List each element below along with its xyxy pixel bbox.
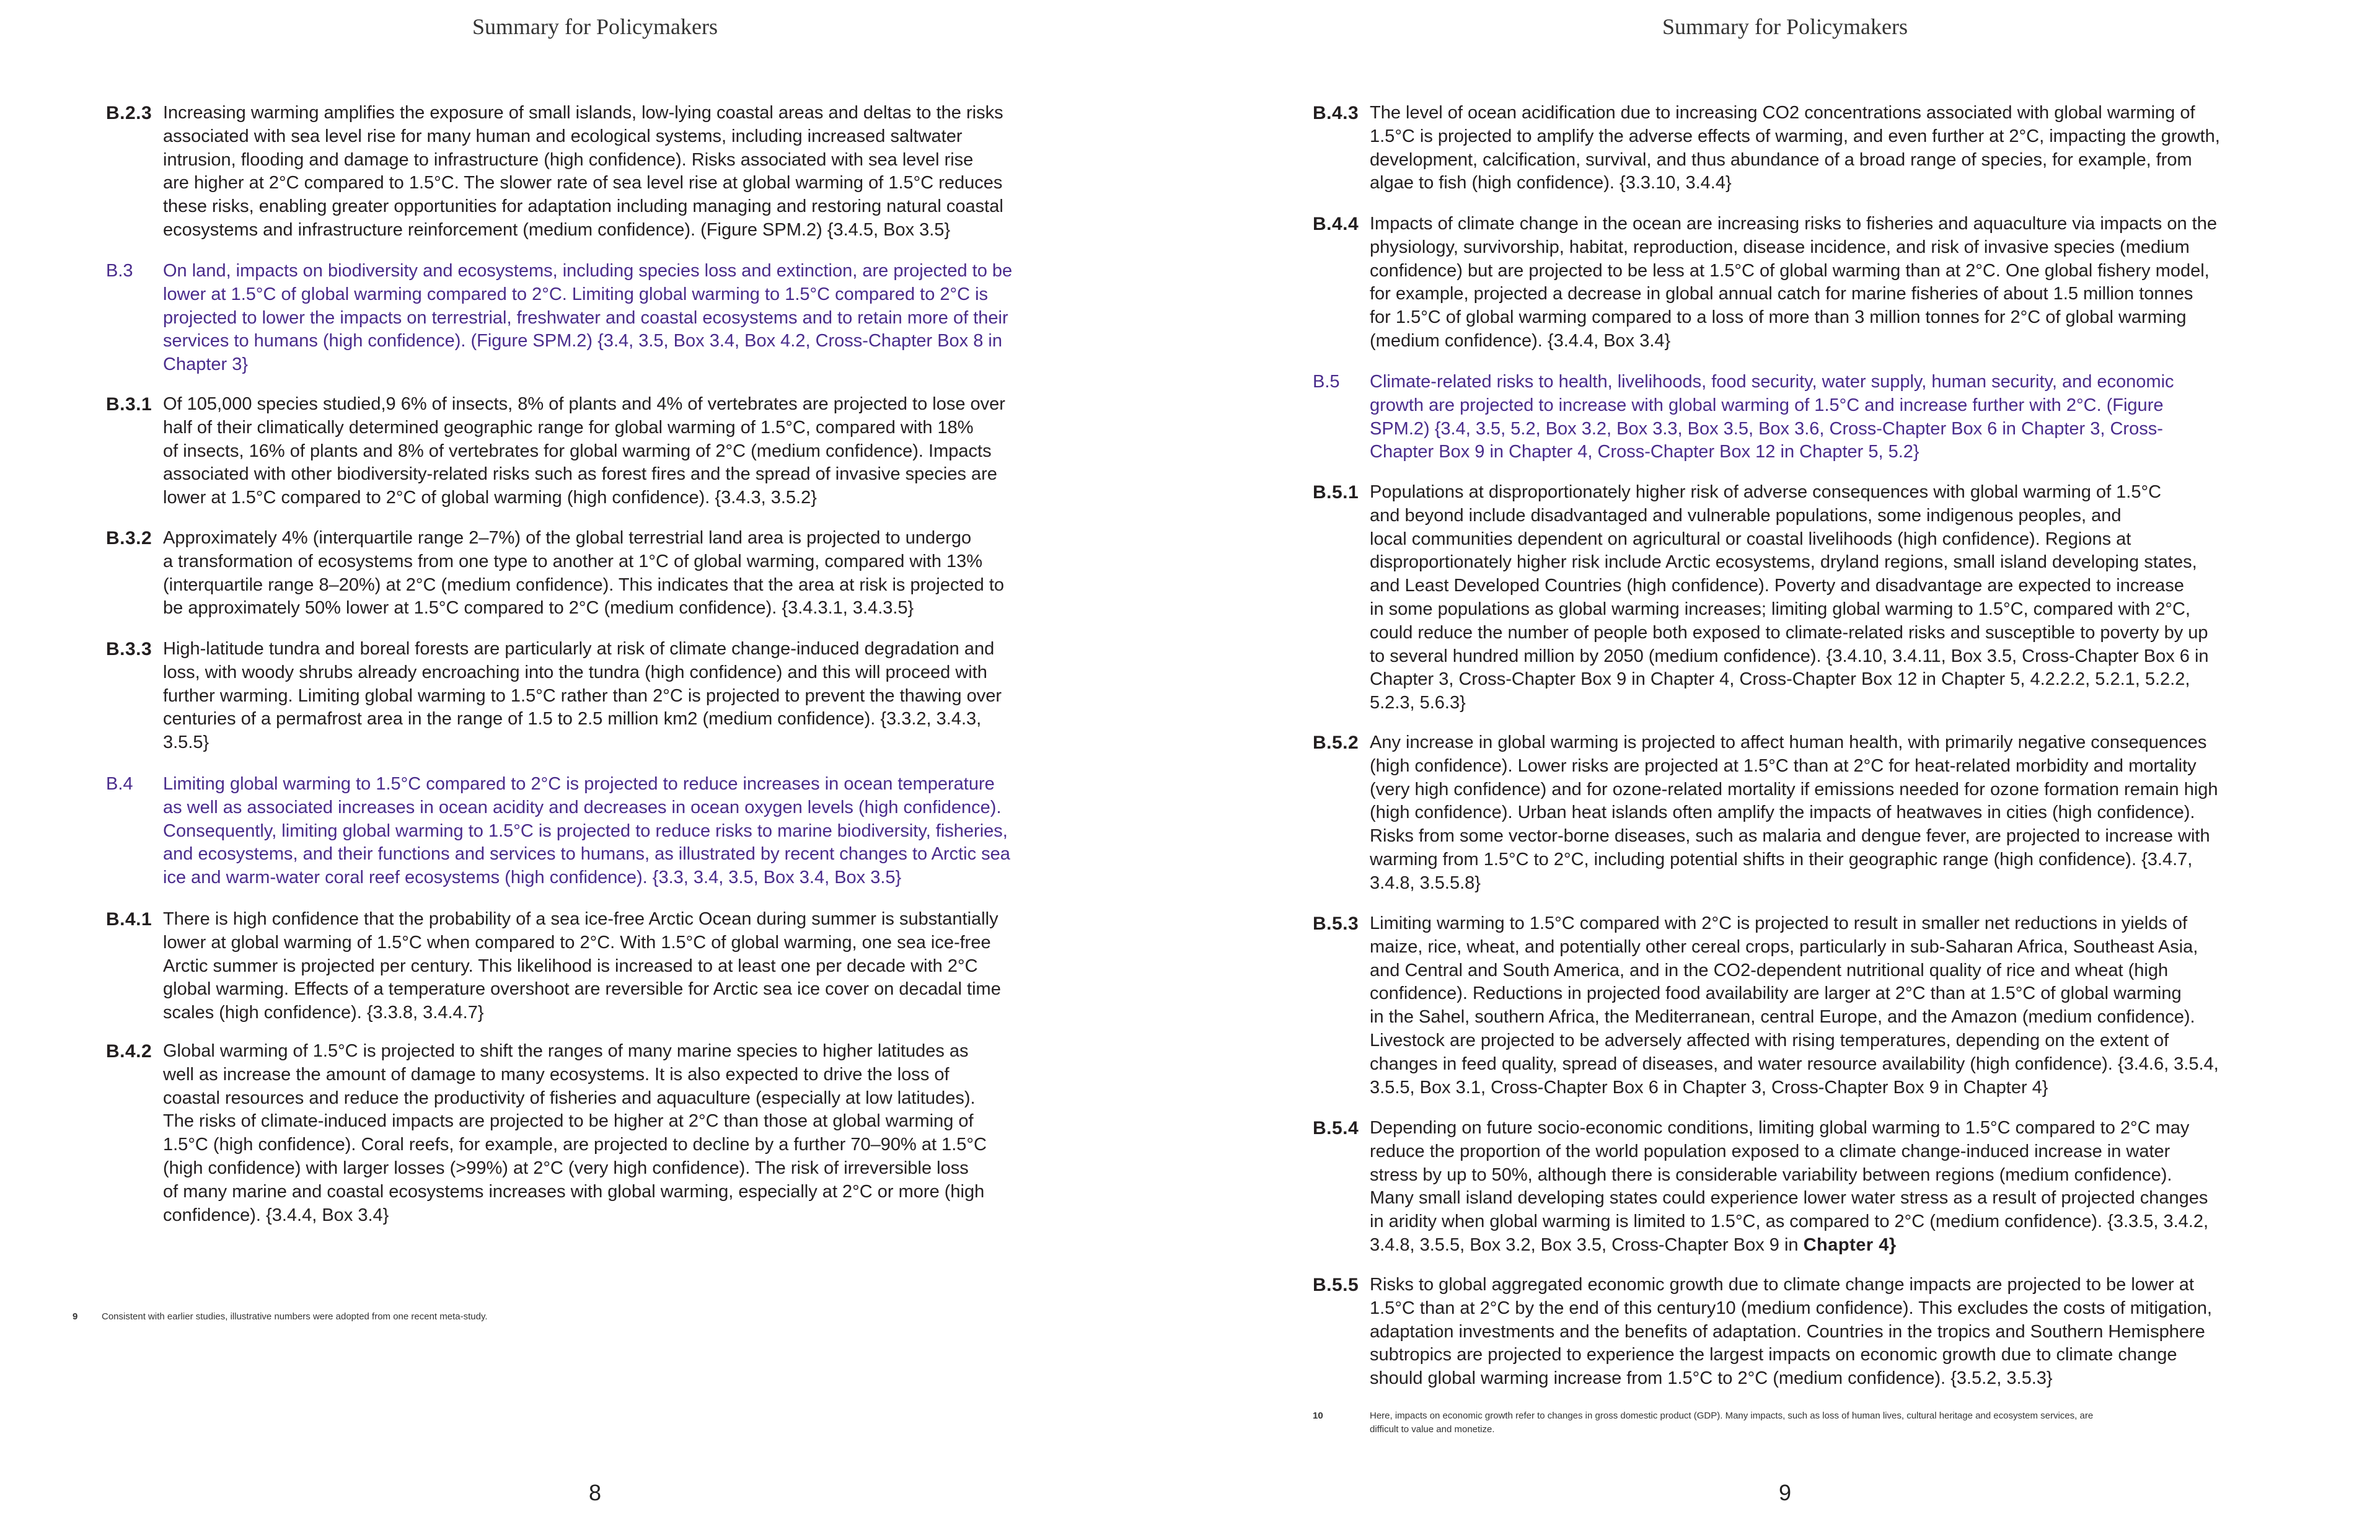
text-line	[163, 638, 1002, 661]
text-run: changes in feed quality, spread of diseases, and water resource availability (high confidence). {3.4.6, 3.5.4,	[1370, 1054, 2219, 1074]
text-run: confidence) but are projected to be less at 1.5°C of global warming than at 2°C. One global fishery model,	[1370, 260, 2210, 281]
text-run: Climate-related risks to health, livelihoods, food security, water supply, human security, and economic	[1370, 372, 2174, 392]
text-run: for 1.5°C of global warming compared to a loss of more than 3 million tonnes for 2°C of global warming	[1370, 307, 2187, 328]
text-line	[1370, 1117, 2208, 1140]
text-run: Populations at disproportionately higher risk of adverse consequences with global warming of 1.5°C	[1370, 482, 2162, 502]
text-line	[163, 527, 1004, 550]
text-run: a transformation of ecosystems from one type to another at 1°C of global warming, compared with 13%	[163, 551, 983, 571]
text-line	[1370, 551, 2209, 574]
text-line	[1370, 1321, 2212, 1344]
text-line	[163, 486, 1005, 510]
text-line	[163, 393, 1005, 416]
paragraph-body	[163, 260, 1012, 377]
text-line	[1370, 236, 2217, 260]
text-run: Impacts of climate change in the ocean are increasing risks to fisheries and aquaculture via impacts on the	[1370, 214, 2217, 234]
text-run: Consequently, limiting global warming to 1.5°C is projected to reduce risks to marine biodiversity, fisheries,	[163, 821, 1008, 841]
footnote-text: Consistent with earlier studies, illustrative numbers were adopted from one recent meta-study.	[102, 1311, 488, 1322]
text-line	[1370, 692, 2209, 715]
text-run: development, calcification, survival, and thus abundance of a broad range of species, for example, from	[1370, 149, 2192, 170]
paragraph-body	[1370, 371, 2174, 464]
text-line	[1370, 1006, 2219, 1029]
text-run: lower at 1.5°C of global warming compared to 2°C. Limiting global warming to 1.5°C compared to 2°C is	[163, 284, 989, 304]
text-line	[163, 661, 1002, 685]
text-run: further warming. Limiting global warming to 1.5°C rather than 2°C is projected to prevent the thawing over	[163, 685, 1002, 706]
bold-reference: Chapter 4}	[1803, 1234, 1897, 1255]
text-run: in the Sahel, southern Africa, the Mediterranean, central Europe, and the Amazon (medium confidence).	[1370, 1007, 2195, 1027]
text-run: of insects, 16% of plants and 8% of vertebrates for global warming of 2°C (medium confidence). Impacts	[163, 441, 992, 461]
text-line	[1370, 645, 2209, 669]
paragraph-body	[163, 102, 1003, 242]
text-line	[1370, 1344, 2212, 1367]
text-line	[163, 1087, 987, 1111]
text-run: 3.5.5, Box 3.1, Cross-Chapter Box 6 in Chapter 3, Cross-Chapter Box 9 in Chapter 4}	[1370, 1077, 2048, 1098]
text-run: and Central and South America, and in the CO2-dependent nutritional quality of rice and wheat (high	[1370, 960, 2169, 980]
text-line	[1370, 1076, 2219, 1100]
text-line	[163, 1040, 987, 1063]
text-line	[163, 708, 1002, 731]
text-run: well as increase the amount of damage to many ecosystems. It is also expected to drive the loss of	[163, 1064, 950, 1085]
text-run: associated with other biodiversity-related risks such as forest fires and the spread of invasive species are	[163, 464, 997, 485]
text-run: these risks, enabling greater opportunities for adaptation including managing and restoring natural coastal	[163, 196, 1003, 217]
text-run: 1.5°C than at 2°C by the end of this century10 (medium confidence). This excludes the costs of mitigation,	[1370, 1298, 2212, 1318]
text-run: Chapter 3, Cross-Chapter Box 9 in Chapter 4, Cross-Chapter Box 12 in Chapter 5, 4.2.2.2, 5.2.1, 5.2.2,	[1370, 669, 2190, 690]
paragraph-label: B.4.3	[1313, 103, 1359, 123]
text-line	[1370, 1029, 2219, 1053]
text-line	[1370, 801, 2218, 825]
text-run: half of their climatically determined geographic range for global warming of 1.5°C, compared with 18%	[163, 417, 974, 438]
text-run: confidence). {3.4.4, Box 3.4}	[163, 1205, 389, 1225]
text-run: Livestock are projected to be adversely affected with rising temperatures, depending on the extent of	[1370, 1030, 2169, 1050]
text-line	[1370, 330, 2217, 353]
text-line	[1370, 149, 2220, 172]
text-line	[1370, 1053, 2219, 1076]
paragraph-label: B.3.2	[106, 528, 152, 548]
text-line	[163, 440, 1005, 464]
text-run: stress by up to 50%, although there is considerable variability between regions (medium confidence).	[1370, 1164, 2172, 1185]
page-number: 8	[588, 1480, 602, 1505]
text-line	[163, 843, 1010, 866]
text-line	[163, 416, 1005, 440]
text-run: intrusion, flooding and damage to infrastructure (high confidence). Risks associated with sea level rise	[163, 149, 974, 170]
text-run: ice and warm-water coral reef ecosystems (high confidence). {3.3, 3.4, 3.5, Box 3.4, Box 3.5}	[163, 868, 902, 888]
text-line	[163, 597, 1004, 620]
text-run: be approximately 50% lower at 1.5°C compared to 2°C (medium confidence). {3.4.3.1, 3.4.3.5}	[163, 598, 914, 618]
text-line	[1370, 1164, 2208, 1187]
text-run: confidence). Reductions in projected food availability are larger at 2°C than at 1.5°C of global warming	[1370, 983, 2182, 1004]
paragraph-label: B.5.2	[1313, 733, 1359, 753]
paragraph-body	[163, 908, 1001, 1025]
paragraph-body	[1370, 731, 2218, 895]
text-line	[163, 353, 1012, 377]
paragraph-body	[163, 527, 1004, 620]
text-line	[163, 1157, 987, 1181]
text-run: in some populations as global warming increases; limiting global warming to 1.5°C, compared with 2°C,	[1370, 599, 2190, 619]
paragraph-label: B.5.3	[1313, 913, 1359, 934]
text-line	[1370, 418, 2174, 441]
text-run: 1.5°C is projected to amplify the adverse effects of warming, and even further at 2°C, impacting the growth,	[1370, 126, 2220, 146]
paragraph-body	[163, 773, 1010, 890]
text-run: warming from 1.5°C to 2°C, including potential shifts in their geographic range (high confidence). {3.4.7,	[1370, 849, 2193, 869]
paragraph-label: B.3	[106, 261, 133, 281]
text-line	[1370, 172, 2220, 195]
text-line	[163, 102, 1003, 125]
text-run: 3.5.5}	[163, 733, 209, 753]
paragraph-label: B.4.1	[106, 909, 152, 930]
text-line	[1370, 1140, 2208, 1164]
text-line	[1370, 1234, 2208, 1257]
text-line	[163, 1133, 987, 1157]
text-line	[1370, 441, 2174, 464]
paragraph-label: B.4	[106, 774, 133, 794]
text-line	[163, 731, 1002, 755]
text-run: 3.4.8, 3.5.5, Box 3.2, Box 3.5, Cross-Chapter Box 9 in	[1370, 1234, 1804, 1255]
text-run: (high confidence). Urban heat islands often amplify the impacts of heatwaves in cities (high confidence).	[1370, 803, 2195, 823]
text-line	[1370, 959, 2219, 983]
text-line	[163, 125, 1003, 149]
text-line	[163, 796, 1010, 820]
text-run: Risks to global aggregated economic growth due to climate change impacts are projected to be lower at	[1370, 1275, 2194, 1295]
text-run: of many marine and coastal ecosystems increases with global warming, especially at 2°C or more (high	[163, 1181, 985, 1202]
text-run: and beyond include disadvantaged and vulnerable populations, some indigenous peoples, and	[1370, 505, 2122, 526]
paragraph-label: B.5.1	[1313, 482, 1359, 503]
text-line	[1370, 102, 2220, 125]
text-run: ecosystems and infrastructure reinforcement (medium confidence). (Figure SPM.2) {3.4.5, Box 3.5}	[163, 219, 951, 240]
text-line	[163, 463, 1005, 486]
text-run: The level of ocean acidification due to increasing CO2 concentrations associated with global warming of	[1370, 103, 2195, 123]
text-line	[163, 773, 1010, 796]
running-header: Summary for Policymakers	[1662, 14, 1908, 39]
text-run: (high confidence) with larger losses (>99%) at 2°C (very high confidence). The risk of irreversible loss	[163, 1158, 969, 1178]
text-run: Of 105,000 species studied,9 6% of insects, 8% of plants and 4% of vertebrates are projected to lose over	[163, 394, 1005, 414]
text-run: Global warming of 1.5°C is projected to shift the ranges of many marine species to higher latitudes as	[163, 1041, 969, 1061]
text-line	[163, 978, 1001, 1001]
text-line	[1370, 848, 2218, 872]
text-run: in aridity when global warming is limited to 1.5°C, as compared to 2°C (medium confidence). {3.3.5, 3.4.2,	[1370, 1212, 2209, 1232]
paragraph-body	[1370, 213, 2217, 353]
text-run: Risks from some vector-borne diseases, such as malaria and dengue fever, are projected to increase with	[1370, 826, 2210, 847]
text-run: and Least Developed Countries (high confidence). Poverty and disadvantage are expected to increase	[1370, 576, 2184, 596]
text-line	[163, 1110, 987, 1133]
text-line	[1370, 731, 2218, 755]
text-run: disproportionately higher risk include Arctic ecosystems, dryland regions, small island developing states,	[1370, 552, 2197, 573]
text-run: (interquartile range 8–20%) at 2°C (medium confidence). This indicates that the area at risk is projected to	[163, 574, 1005, 595]
text-line	[1370, 982, 2219, 1006]
text-run: could reduce the number of people both exposed to climate-related risks and susceptible to poverty by up	[1370, 622, 2208, 643]
text-run: Limiting warming to 1.5°C compared with 2°C is projected to result in smaller net reductions in yields of	[1370, 913, 2188, 933]
text-run: Depending on future socio-economic conditions, limiting global warming to 1.5°C compared to 2°C may	[1370, 1118, 2190, 1138]
text-run: centuries of a permafrost area in the range of 1.5 to 2.5 million km2 (medium confidence). {3.3.2, 3.4.3,	[163, 709, 982, 729]
text-run: and ecosystems, and their functions and services to humans, as illustrated by recent changes to Arctic sea	[163, 844, 1010, 865]
text-line	[163, 931, 1001, 955]
text-line	[1370, 1187, 2208, 1210]
footnote-line: Here, impacts on economic growth refer to changes in gross domestic product (GDP). Many impacts, such as loss of human lives, cultural heritage and ecosystem services, are	[1370, 1410, 2094, 1421]
text-run: subtropics are projected to experience the largest impacts on economic growth due to climate change	[1370, 1345, 2177, 1365]
text-line	[1370, 1274, 2212, 1297]
paragraph-label: B.4.4	[1313, 214, 1359, 234]
text-run: services to humans (high confidence). (Figure SPM.2) {3.4, 3.5, Box 3.4, Box 4.2, Cross-Chapter Box 8 in	[163, 331, 1002, 351]
paragraph-label: B.5	[1313, 372, 1340, 392]
text-line	[1370, 598, 2209, 622]
paragraph-label: B.3.1	[106, 394, 152, 415]
text-line	[163, 307, 1012, 330]
paragraph-body	[1370, 1274, 2212, 1391]
text-line	[1370, 936, 2219, 959]
text-line	[163, 195, 1003, 219]
text-run: growth are projected to increase with global warming of 1.5°C and increase further with 2°C. (Figure	[1370, 395, 2164, 415]
text-run: (very high confidence) and for ozone-related mortality if emissions needed for ozone formation remain high	[1370, 779, 2218, 799]
text-line	[1370, 213, 2217, 236]
text-run: Approximately 4% (interquartile range 2–7%) of the global terrestrial land area is projected to undergo	[163, 528, 972, 548]
text-run: Arctic summer is projected per century. This likelihood is increased to at least one per decade with 2°C	[163, 956, 978, 976]
text-run: algae to fish (high confidence). {3.3.10, 3.4.4}	[1370, 173, 1732, 193]
text-line	[1370, 283, 2217, 306]
text-run: are higher at 2°C compared to 1.5°C. The slower rate of sea level rise at global warming of 1.5°C reduces	[163, 173, 1003, 193]
paragraph-label: B.3.3	[106, 639, 152, 659]
text-line	[1370, 574, 2209, 598]
text-run: High-latitude tundra and boreal forests are particularly at risk of climate change-induced degradation and	[163, 639, 995, 659]
text-run: 3.4.8, 3.5.5.8}	[1370, 873, 1481, 893]
text-line	[163, 1063, 987, 1087]
text-line	[163, 820, 1010, 843]
text-run: (medium confidence). {3.4.4, Box 3.4}	[1370, 330, 1671, 351]
text-line	[163, 1001, 1001, 1025]
text-run: adaptation investments and the benefits of adaptation. Countries in the tropics and Southern Hemisphere	[1370, 1321, 2205, 1342]
text-line	[1370, 481, 2209, 504]
text-line	[1370, 1367, 2212, 1391]
text-line	[1370, 1210, 2208, 1234]
text-run: for example, projected a decrease in global annual catch for marine fisheries of about 1.5 million tonnes	[1370, 284, 2193, 304]
text-run: local communities dependent on agricultural or coastal livelihoods (high confidence). Regions at	[1370, 529, 2131, 549]
text-run: 5.2.3, 5.6.3}	[1370, 693, 1466, 713]
text-line	[1370, 912, 2219, 936]
text-run: Chapter 3}	[163, 354, 249, 375]
text-run: Many small island developing states could experience lower water stress as a result of projected changes	[1370, 1188, 2208, 1208]
footnote-line: difficult to value and monetize.	[1370, 1424, 1495, 1435]
running-header: Summary for Policymakers	[472, 14, 718, 39]
text-line	[163, 219, 1003, 242]
text-run: 1.5°C (high confidence). Coral reefs, for example, are projected to decline by a further 70–90% at 1.5°C	[163, 1135, 987, 1155]
text-run: scales (high confidence). {3.3.8, 3.4.4.7}	[163, 1003, 484, 1023]
text-run: Any increase in global warming is projected to affect human health, with primarily negative consequences	[1370, 733, 2207, 752]
paragraph-label: B.5.4	[1313, 1118, 1359, 1138]
text-line	[163, 260, 1012, 283]
text-line	[1370, 504, 2209, 528]
text-line	[1370, 1297, 2212, 1321]
text-run: to several hundred million by 2050 (medium confidence). {3.4.10, 3.4.11, Box 3.5, Cross-Chapter Box 6 in	[1370, 646, 2209, 666]
text-line	[1370, 872, 2218, 895]
text-line	[163, 866, 1010, 890]
paragraph-body	[163, 638, 1002, 755]
text-line	[163, 283, 1012, 307]
text-run: should global warming increase from 1.5°C to 2°C (medium confidence). {3.5.2, 3.5.3}	[1370, 1368, 2053, 1389]
paragraph-body	[1370, 102, 2220, 195]
text-run: lower at 1.5°C compared to 2°C of global warming (high confidence). {3.4.3, 3.5.2}	[163, 488, 817, 508]
text-run: maize, rice, wheat, and potentially other cereal crops, particularly in sub-Saharan Africa, Southeast Asia,	[1370, 936, 2198, 957]
text-line	[163, 550, 1004, 574]
text-run: as well as associated increases in ocean acidity and decreases in ocean oxygen levels (high confidence).	[163, 797, 1002, 817]
text-run: projected to lower the impacts on terrestrial, freshwater and coastal ecosystems and to retain more of their	[163, 307, 1008, 328]
text-line	[1370, 755, 2218, 778]
text-run: reduce the proportion of the world population exposed to a climate change-induced increase in water	[1370, 1141, 2171, 1161]
text-line	[163, 1204, 987, 1228]
text-line	[1370, 622, 2209, 645]
paragraph-label: B.4.2	[106, 1041, 152, 1062]
footnote-number: 9	[73, 1311, 78, 1322]
text-line	[163, 574, 1004, 597]
footnote-number: 10	[1313, 1410, 1323, 1421]
paragraph-body	[163, 393, 1005, 510]
text-line	[163, 908, 1001, 931]
text-run: (high confidence). Lower risks are projected at 1.5°C than at 2°C for heat-related morbidity and mortality	[1370, 755, 2197, 776]
paragraph-body	[1370, 481, 2209, 715]
text-line	[1370, 394, 2174, 418]
paragraph-body	[163, 1040, 987, 1227]
text-line	[1370, 260, 2217, 283]
text-line	[1370, 825, 2218, 848]
text-line	[1370, 371, 2174, 394]
paragraph-label: B.5.5	[1313, 1275, 1359, 1295]
text-line	[1370, 528, 2209, 552]
text-line	[163, 685, 1002, 708]
text-run: Limiting global warming to 1.5°C compared to 2°C is projected to reduce increases in ocean temperature	[163, 774, 995, 794]
text-run: associated with sea level rise for many human and ecological systems, including increased saltwater	[163, 126, 963, 146]
text-line	[1370, 306, 2217, 330]
text-run: Chapter Box 9 in Chapter 4, Cross-Chapter Box 12 in Chapter 5, 5.2}	[1370, 442, 1919, 462]
text-run: loss, with woody shrubs already encroaching into the tundra (high confidence) and this will proceed with	[163, 662, 987, 682]
text-line	[163, 1181, 987, 1204]
text-run: SPM.2) {3.4, 3.5, 5.2, Box 3.2, Box 3.3, Box 3.5, Box 3.6, Cross-Chapter Box 6 in Chapter 3, Cross-	[1370, 418, 2163, 439]
text-run: On land, impacts on biodiversity and ecosystems, including species loss and extinction, are projected to be	[163, 261, 1013, 281]
text-run: The risks of climate-induced impacts are projected to be higher at 2°C than those at global warming of	[163, 1111, 974, 1132]
text-line	[163, 149, 1003, 172]
text-line	[1370, 125, 2220, 149]
paragraph-body	[1370, 1117, 2208, 1257]
page-number: 9	[1778, 1480, 1792, 1505]
text-line	[1370, 778, 2218, 802]
text-run: There is high confidence that the probability of a sea ice-free Arctic Ocean during summer is substantially	[163, 909, 998, 929]
text-run: global warming. Effects of a temperature overshoot are reversible for Arctic sea ice cover on decadal time	[163, 979, 1001, 1000]
text-line	[163, 330, 1012, 353]
text-run: Increasing warming amplifies the exposure of small islands, low-lying coastal areas and deltas to the risks	[163, 103, 1003, 123]
text-run: coastal resources and reduce the productivity of fisheries and aquaculture (especially at low latitudes).	[163, 1088, 976, 1108]
text-run: lower at global warming of 1.5°C when compared to 2°C. With 1.5°C of global warming, one sea ice-free	[163, 932, 991, 953]
paragraph-body	[1370, 912, 2219, 1099]
text-line	[163, 172, 1003, 195]
text-run: physiology, survivorship, habitat, reproduction, disease incidence, and risk of invasive species (medium	[1370, 237, 2190, 257]
paragraph-label: B.2.3	[106, 103, 152, 123]
text-line	[163, 955, 1001, 979]
text-line	[1370, 668, 2209, 692]
